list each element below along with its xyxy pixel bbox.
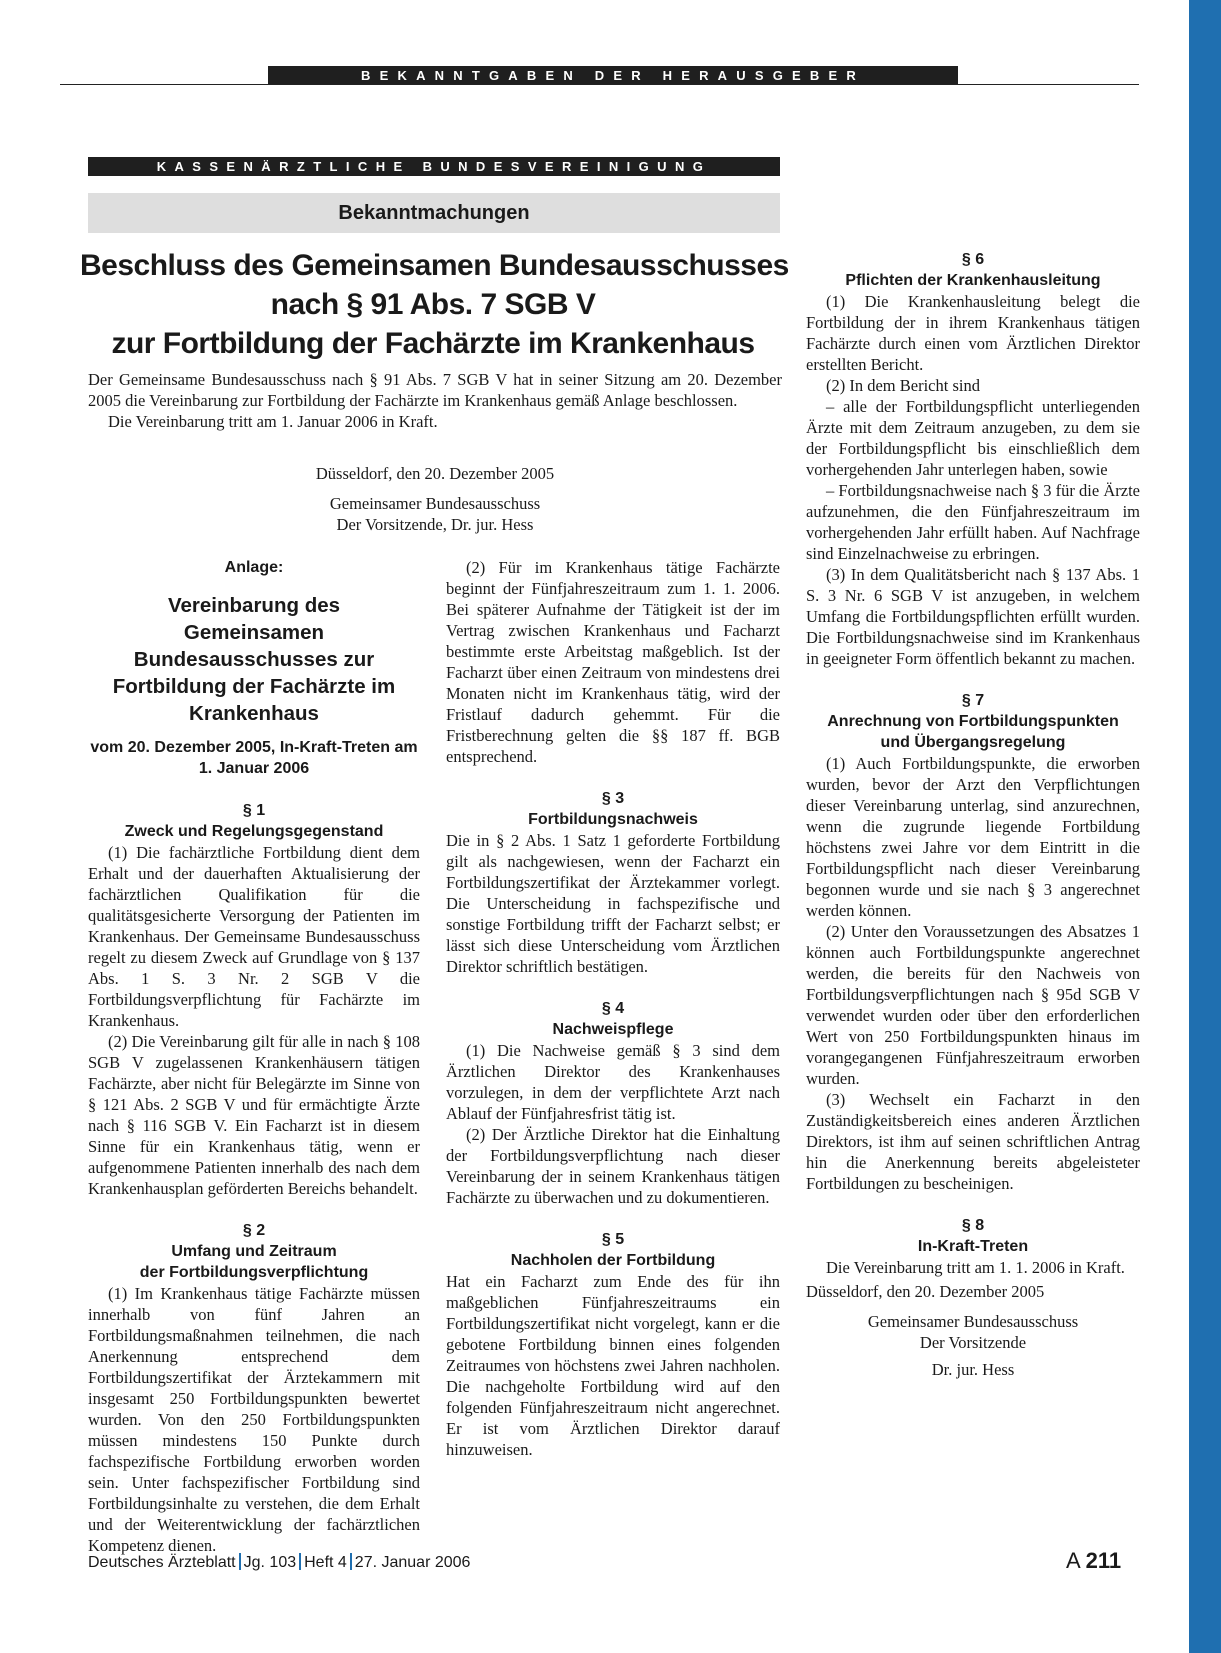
section-title: Zweck und Regelungsgegenstand bbox=[124, 823, 384, 840]
paragraph: (1) Die fachärztliche Fortbildung dient dem Erhalt und der dauerhaften Aktualisierung der fachärztlichen Qualifikation für die qualitätsgesicherte Versorgung der Patienten im Krankenhaus. Der Gemeinsame Bundesausschuss regelt zu diesem Zweck auf Grundlage von § 137 Abs. 1 S. 3 Nr. 2 SGB V die Fortbildungsverpflichtung für Fachärzte im Krankenhaus. bbox=[88, 843, 420, 1030]
section-title: Fortbildungsnachweis bbox=[528, 811, 698, 828]
intro-paragraph: Der Gemeinsame Bundesausschuss nach § 91 Abs. 7 SGB V hat in seiner Sitzung am 20. Dezember 2005 die Vereinbarung zur Fortbildung der Fachärzte im Krankenhaus gemäß Anlage beschlossen. bbox=[88, 370, 782, 410]
section-title: der Fortbildungsverpflichtung bbox=[139, 1264, 369, 1281]
place-date: Düsseldorf, den 20. Dezember 2005 bbox=[806, 1282, 1045, 1301]
section-number: § 1 bbox=[242, 802, 266, 819]
paragraph: (2) Für im Krankenhaus tätige Fachärzte beginnt der Fünfjahreszeitraum zum 1. 1. 2006. Bei späterer Aufnahme der Tätigkeit ist der im Vertrag zwischen Krankenhaus und Facharzt bestimmte erste Arbeitstag maßgeblich. Ist der Facharzt über einen Zeitraum von mindestens drei Monaten nicht im Krankenhaus tätig, wird der Fristlauf dadurch gehemmt. Für die Fristberechnung gelten die §§ 187 ff. BGB entsprechend. bbox=[446, 558, 780, 766]
paragraph: (3) Wechselt ein Facharzt in den Zuständigkeitsbereich eines anderen Ärztlichen Direktors, ist ihm auf seinen schriftlichen Antrag hin die Anerkennung bereits abgeleisteter Fortbildungen zu bescheinigen. bbox=[806, 1090, 1140, 1193]
paragraph: (1) Die Krankenhausleitung belegt die Fortbildung der in ihrem Krankenhaus tätigen Fachärzte durch einen vom Ärztlichen Direktor erstellten Bericht. bbox=[806, 292, 1140, 374]
footer-separator bbox=[299, 1553, 301, 1570]
section-number: § 8 bbox=[961, 1217, 985, 1234]
intro-chair: Der Vorsitzende, Dr. jur. Hess bbox=[336, 515, 534, 534]
rubric-box: Bekanntmachungen bbox=[88, 193, 780, 233]
section-number: § 3 bbox=[601, 790, 625, 807]
section-title: Nachweispflege bbox=[552, 1021, 674, 1038]
paragraph: (2) Der Ärztliche Direktor hat die Einhaltung der Fortbildungsverpflichtung nach dieser Vereinbarung der in seinem Krankenhaus tätigen Fachärzte zu überwachen und zu dokumentieren. bbox=[446, 1125, 780, 1207]
paragraph: Die Vereinbarung tritt am 1. 1. 2006 in Kraft. bbox=[826, 1258, 1125, 1277]
signature-chair: Der Vorsitzende bbox=[919, 1333, 1027, 1352]
paragraph: (2) Unter den Voraussetzungen des Absatzes 1 können auch Fortbildungspunkte angerechnet werden, die bereits für den Nachweis von Fortbildungsverpflichtungen nach § 95d SGB V verwendet wurden oder über den erforderlichen Wert von 250 Fortbildungspunkten hinaus im vorangegangenen Fünfjahreszeitraum erworben wurden. bbox=[806, 922, 1140, 1088]
paragraph: (1) Auch Fortbildungspunkte, die erworben wurden, bevor der Arzt den Verpflichtungen dieser Vereinbarung unterlag, sind anzurechnen, wenn die zugrunde liegende Fortbildung höchstens zwei Jahre vor dem Eintritt in die Fortbildungspflicht nach dieser Vereinbarung begonnen wurde und sie nach § 3 angerechnet werden können. bbox=[806, 754, 1140, 920]
column-2 bbox=[446, 557, 780, 1460]
section-number: § 2 bbox=[242, 1222, 266, 1239]
annex-label: Anlage: bbox=[224, 559, 284, 576]
paragraph: Die in § 2 Abs. 1 Satz 1 geforderte Fortbildung gilt als nachgewiesen, wenn der Facharzt ein Fortbildungszertifikat der Ärztekammer vorlegt. Die Unterscheidung in fachspezifische und sonstige Fortbildung trifft der Facharzt selbst; er lässt sich diese Unterscheidung vom Ärztlichen Direktor schriftlich bestätigen. bbox=[446, 831, 780, 976]
header-banner: BEKANNTGABEN DER HERAUSGEBER bbox=[268, 66, 958, 85]
section-title: Pflichten der Krankenhausleitung bbox=[845, 272, 1101, 289]
paragraph: – Fortbildungsnachweise nach § 3 für die Ärzte aufzunehmen, die den Fünfjahreszeitraum im vorhergehenden Jahr erfüllt haben. Auf Nachfrage sind Einzelnachweise zu erbringen. bbox=[806, 481, 1140, 563]
intro-place-date: Düsseldorf, den 20. Dezember 2005 bbox=[315, 464, 555, 483]
header-rule bbox=[60, 84, 1139, 85]
footer-citation bbox=[88, 1553, 470, 1573]
paragraph: (1) Die Nachweise gemäß § 3 sind dem Ärztlichen Direktor des Krankenhauses vorzulegen, in dem der verpflichtete Arzt nach Ablauf der Fünfjahresfrist tätig ist. bbox=[446, 1041, 780, 1123]
page-prefix: A bbox=[1066, 1548, 1080, 1573]
section-number: § 6 bbox=[961, 251, 985, 268]
section-number: § 5 bbox=[601, 1231, 625, 1248]
section-banner: KASSENÄRZTLICHE BUNDESVEREINIGUNG bbox=[88, 157, 780, 176]
footer-issue: Heft 4 bbox=[304, 1554, 347, 1571]
page-number bbox=[1066, 1548, 1121, 1574]
intro-text bbox=[88, 369, 782, 432]
column-3 bbox=[806, 249, 1140, 1380]
signature-org: Gemeinsamer Bundesausschuss bbox=[867, 1312, 1079, 1331]
section-title: Nachholen der Fortbildung bbox=[510, 1252, 716, 1269]
column-1 bbox=[88, 557, 420, 1556]
page-number-value: 211 bbox=[1085, 1548, 1122, 1573]
signature-name: Dr. jur. Hess bbox=[931, 1360, 1015, 1379]
footer-separator bbox=[350, 1553, 352, 1570]
paragraph: (2) In dem Bericht sind bbox=[826, 376, 980, 395]
section-title: Anrechnung von Fortbildungspunkten bbox=[827, 713, 1119, 730]
annex-dates: vom 20. Dezember 2005, In-Kraft-Treten am 1. Januar 2006 bbox=[90, 739, 418, 777]
section-number: § 4 bbox=[601, 1000, 625, 1017]
footer-volume: Jg. 103 bbox=[243, 1554, 297, 1571]
annex-title: Vereinbarung des Gemeinsamen Bundesausschusses zur Fortbildung der Fachärzte im Krankenhaus bbox=[112, 594, 396, 725]
section-number: § 7 bbox=[961, 692, 985, 709]
footer-journal: Deutsches Ärzteblatt bbox=[88, 1554, 236, 1571]
edge-color-bar bbox=[1189, 0, 1221, 1653]
title-line: zur Fortbildung der Fachärzte im Krankenhaus bbox=[111, 327, 755, 360]
paragraph: Hat ein Facharzt zum Ende des für ihn maßgeblichen Fünfjahreszeitraums ein Fortbildungszertifikat nicht vorgelegt, kann er die gebotene Fortbildung binnen eines folgenden Zeitraumes von höchstens zwei Jahren nachholen. Die nachgeholte Fortbildung wird auf den folgenden Fünfjahreszeitraum nicht angerechnet. Er ist vom Ärztlichen Direktor darauf hinzuweisen. bbox=[446, 1272, 780, 1459]
paragraph: (2) Die Vereinbarung gilt für alle in nach § 108 SGB V zugelassenen Krankenhäusern tätigen Fachärzte, aber nicht für Belegärzte im Sinne von § 121 Abs. 2 SGB V und für ermächtigte Ärzte nach § 116 SGB V. Ein Facharzt ist in diesem Sinne für ein Krankenhaus tätig, wenn er aufgenommene Patienten innerhalb des nach dem Krankenhausplan geförderten Bereichs behandelt. bbox=[88, 1032, 420, 1198]
page-title bbox=[80, 246, 789, 363]
intro-paragraph: Die Vereinbarung tritt am 1. Januar 2006 in Kraft. bbox=[108, 412, 438, 431]
title-line: nach § 91 Abs. 7 SGB V bbox=[270, 288, 596, 321]
title-line: Beschluss des Gemeinsamen Bundesausschusses bbox=[80, 249, 789, 282]
paragraph: (3) In dem Qualitätsbericht nach § 137 Abs. 1 S. 3 Nr. 6 SGB V ist anzugeben, in welchem Umfang die Fortbildungspflichten erfüllt wurden. Die Fortbildungsnachweise sind im Krankenhaus in geeigneter Form öffentlich bekannt zu machen. bbox=[806, 565, 1140, 668]
paragraph: – alle der Fortbildungspflicht unterliegenden Ärzte mit dem Zeitraum anzugeben, zu dem sie der Fortbildungspflicht bis einschließlich dem vorhergehenden Jahr unterlegen haben, sowie bbox=[806, 397, 1140, 479]
paragraph: (1) Im Krankenhaus tätige Fachärzte müssen innerhalb von fünf Jahren an Fortbildungsmaßnahmen teilnehmen, die nach Anerkennung entsprechend dem Fortbildungszertifikat der Ärztekammern mit insgesamt 250 Fortbildungspunkten bewertet wurden. Von den 250 Fortbildungspunkten müssen mindestens 150 Punkte durch fachspezifische Fortbildung erworben worden sein. Unter fachspezifischer Fortbildung sind Fortbildungsinhalte zu verstehen, die dem Erhalt und der Weiterentwicklung der fachärztlichen Kompetenz dienen. bbox=[88, 1284, 420, 1555]
section-title: Umfang und Zeitraum bbox=[171, 1243, 337, 1260]
footer-date: 27. Januar 2006 bbox=[354, 1554, 471, 1571]
section-title: und Übergangsregelung bbox=[880, 734, 1066, 751]
section-title: In-Kraft-Treten bbox=[917, 1238, 1029, 1255]
footer-separator bbox=[239, 1553, 241, 1570]
intro-org: Gemeinsamer Bundesausschuss bbox=[329, 494, 541, 513]
